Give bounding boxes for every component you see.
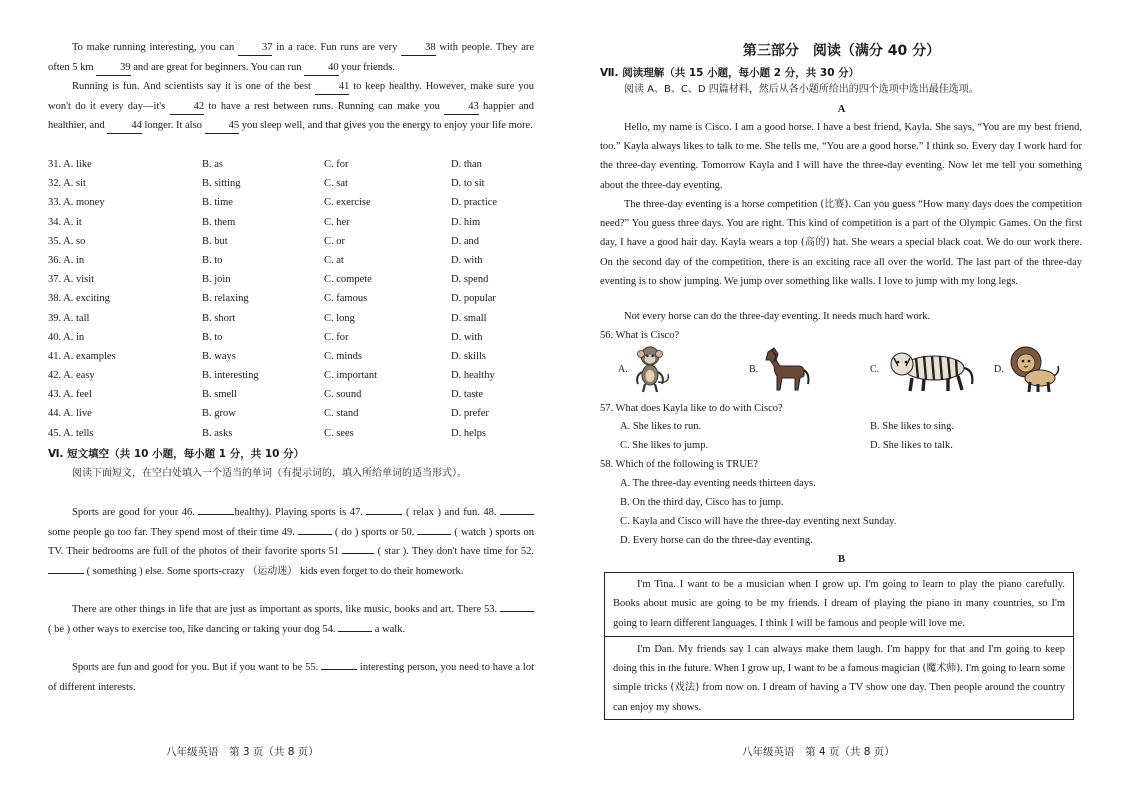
option: C. sees	[324, 427, 354, 439]
option: D. and	[451, 235, 479, 247]
text: else. Some sports-crazy	[145, 565, 245, 577]
cloze-options	[48, 155, 534, 443]
section-6-instructions: 阅读下面短文，在空白处填入一个适当的单词（有提示词的，填入所给单词的适当形式）。	[72, 468, 467, 479]
hint-47: ( relax )	[405, 507, 441, 518]
text: longer. It also	[144, 120, 202, 131]
page-3	[48, 0, 534, 794]
passage-b-dan	[605, 637, 1073, 719]
question-58-option-a: A. The three-day eventing needs thirteen days.	[620, 478, 816, 489]
option: B. as	[202, 159, 223, 170]
option: 37. A. visit	[48, 274, 95, 286]
option: C. her	[324, 216, 350, 228]
hint-50: ( watch )	[454, 526, 493, 538]
cloze-paragraph-2	[48, 77, 534, 136]
blank-55	[321, 669, 357, 670]
passage-a-paragraph-2	[600, 195, 1082, 291]
option-row-41	[48, 347, 534, 366]
option: 32. A. sit	[48, 178, 86, 190]
option-row-36	[48, 251, 534, 270]
section-6-title: Ⅵ. 短文填空（共 10 小题，每小题 1 分，共 10 分）	[48, 448, 305, 460]
text: Running is fun. And scientists say it is one of the best	[72, 81, 311, 92]
question-57-option-c: C. She likes to jump.	[620, 440, 709, 451]
text: sports on TV. Their bedrooms are full of the photos of their favorite sports 51	[48, 526, 534, 557]
text: interesting person, you need to have a lot of different interests.	[48, 662, 535, 693]
option: C. sat	[324, 178, 348, 190]
option: C. stand	[324, 408, 359, 420]
passage-b-tina: I'm Tina. I want to be a musician when I grow up. I'm going to learn to play the piano carefully. Books about music are going to be my friends. I dream of playing the piano in many countries, so I'm going to learn different languages. I think I will be famous and people will love me.	[605, 573, 1073, 637]
part-title: 第三部分 阅读（满分 40 分）	[742, 43, 941, 59]
blank-45: 45	[205, 119, 240, 134]
passage-a-label: A	[837, 104, 846, 115]
option: C. sound	[324, 389, 362, 401]
question-57: 57. What does Kayla like to do with Cisco?	[600, 403, 783, 414]
option-row-43	[48, 385, 534, 404]
option-row-35	[48, 232, 534, 251]
option: 36. A. in	[48, 254, 85, 266]
option: 39. A. tall	[48, 312, 90, 324]
question-58-option-c: C. Kayla and Cisco will have the three-day eventing next Sunday.	[620, 516, 897, 527]
question-56: 56. What is Cisco?	[600, 330, 680, 341]
blank-40: 40	[304, 61, 339, 76]
blank-49	[298, 534, 332, 535]
gloss: (戏法)	[670, 682, 700, 694]
text: in a race. Fun runs are very	[276, 42, 398, 53]
option: D. taste	[451, 389, 484, 401]
text: The three-day eventing is a horse competition	[624, 199, 818, 210]
text: and fun. 48.	[444, 507, 497, 518]
blank-53	[500, 611, 534, 612]
text: you sleep well, and that gives you the energy to enjoy your life more.	[241, 120, 533, 131]
question-58-option-d: D. Every horse can do the three-day eventing.	[620, 535, 813, 546]
option: 42. A. easy	[48, 370, 95, 382]
text: from now on. I dream of having a TV show one day. Then people around the country can enjoy my shows.	[613, 682, 1065, 713]
option: 35. A. so	[48, 235, 86, 247]
blank-46	[198, 514, 234, 515]
option: C. important	[324, 370, 378, 382]
option-label: C.	[870, 364, 880, 375]
blank-38: 38	[401, 41, 436, 56]
text: . Can you guess “How many days does the competition need?” You guess three days. You are right. This kind of competition is a part of the Olympic Games. On the first day, I have a good hair day. Kayla wears a top	[600, 199, 1083, 249]
section-7-instructions: 阅读 A、B、C、D 四篇材料，然后从各小题所给出的四个选项中选出最佳选项。	[624, 84, 979, 95]
option-row-31	[48, 155, 534, 174]
monkey-icon	[630, 344, 672, 394]
question-58: 58. Which of the following is TRUE?	[600, 459, 758, 470]
text: with people. They are often 5 km	[48, 42, 535, 73]
option-row-38	[48, 289, 534, 308]
option: B. interesting	[202, 370, 259, 382]
option: D. skills	[451, 350, 487, 362]
option: D. him	[451, 216, 481, 228]
page-footer: 八年级英语 第 4 页（共 8 页）	[742, 746, 895, 758]
text: I'm Dan. My friends say I can always make them laugh. I'm happy for that and I'm going to keep doing this in the future. When I grow up, I want to be a famous magician	[613, 643, 1065, 675]
option-label: D.	[994, 364, 1004, 375]
blank-41: 41	[315, 80, 350, 95]
blank-52	[48, 573, 84, 574]
option: C. for	[324, 159, 349, 170]
blank-54	[338, 631, 372, 632]
option: B. short	[202, 312, 236, 324]
text: . I'm going to learn some simple tricks	[613, 663, 1065, 694]
lion-icon	[1004, 344, 1060, 394]
option: B. smell	[202, 389, 238, 401]
option: D. practice	[451, 197, 498, 209]
option: C. or	[324, 235, 345, 247]
option: C. long	[324, 312, 355, 324]
blank-48	[500, 514, 534, 515]
option: 45. A. tells	[48, 427, 94, 439]
blank-42: 42	[170, 100, 205, 115]
option: B. asks	[202, 427, 233, 439]
option: B. to	[202, 331, 223, 343]
option-row-39	[48, 309, 534, 328]
option: 40. A. in	[48, 331, 85, 343]
text: and are great for beginners. You can run	[133, 61, 302, 73]
option: D. with	[451, 331, 483, 343]
blank-50	[417, 534, 451, 535]
page-footer: 八年级英语 第 3 页（共 8 页）	[166, 746, 319, 758]
text: Sports are good for your 46.	[72, 507, 195, 518]
text: happier and healthier, and	[48, 100, 535, 131]
option: 44. A. live	[48, 408, 92, 420]
tiger-icon	[882, 344, 978, 394]
text: hat. She wears a special black coat. We do our work there. On the second day of the competition, there is an exciting race all over the world. The last part of the three-day eventing is to show jumping. We jump over something like walls. I love to jump with my long legs.	[600, 237, 1083, 287]
option: B. time	[202, 197, 233, 209]
option-label: B.	[749, 364, 759, 375]
text: sports or 50.	[361, 526, 415, 538]
option: 34. A. it	[48, 216, 82, 228]
option: 38. A. exciting	[48, 293, 110, 305]
passage-b-boxes	[604, 572, 1074, 720]
option: B. relaxing	[202, 293, 249, 305]
hint-49: ( do )	[334, 526, 359, 538]
option: D. spend	[451, 274, 489, 286]
question-56-options	[600, 344, 1083, 396]
option: D. with	[451, 254, 483, 266]
blank-37: 37	[238, 41, 273, 56]
option-row-37	[48, 270, 534, 289]
gloss: (魔术师)	[922, 663, 961, 675]
option-row-45	[48, 424, 534, 443]
text: ). Playing sports is 47.	[265, 507, 363, 518]
option-row-33	[48, 193, 534, 212]
passage-b-label: B	[837, 554, 845, 565]
option: 31. A. like	[48, 159, 92, 170]
hint-53: ( be )	[48, 623, 71, 635]
option: D. prefer	[451, 408, 489, 420]
hint-chinese: （运动迷）	[247, 565, 298, 577]
gloss: (比赛)	[820, 199, 849, 210]
option: B. grow	[202, 408, 236, 420]
text: some people go too far. They spend most of their time 49.	[48, 526, 295, 538]
option: B. ways	[202, 350, 236, 362]
text: to keep healthy. However, make sure you won't do it every day—it's	[48, 81, 535, 112]
option: 33. A. money	[48, 197, 105, 209]
text: Sports are fun and good for you. But if you want to be 55.	[72, 662, 319, 673]
hint-52: ( something )	[86, 565, 143, 577]
option-row-40	[48, 328, 534, 347]
option: B. but	[202, 235, 228, 247]
text: kids even forget to do their homework.	[299, 565, 464, 577]
text: . They don't have time for 52.	[406, 546, 535, 557]
passage-a-paragraph-1: Hello, my name is Cisco. I am a good horse. I have a best friend, Kayla. She says, “You are my best friend, too.” Kayla always likes to talk to me. She tells me, “You are a good horse.” I think so. Every day I work hard for the three-day eventing. Tomorrow Kayla and I will have the three-day eventing. Now let me tell you something about the three-day eventing.	[600, 122, 1082, 191]
blank-39: 39	[96, 61, 131, 76]
hint-46: healthy	[234, 507, 266, 518]
option: B. sitting	[202, 178, 241, 190]
gloss: (高的)	[800, 237, 830, 249]
option-label: A.	[618, 364, 628, 375]
text: a walk.	[374, 623, 406, 635]
passage-a-paragraph-3: Not every horse can do the three-day eventing. It needs much hard work.	[624, 311, 931, 322]
blank-44: 44	[107, 119, 142, 134]
text: To make running interesting, you can	[72, 42, 235, 53]
option: C. compete	[324, 274, 372, 286]
question-57-option-b: B. She likes to sing.	[870, 421, 955, 432]
text: There are other things in life that are just as important as sports, like music, books and art. There 53.	[72, 604, 498, 615]
fill-paragraph-2	[48, 600, 534, 639]
option: C. exercise	[324, 197, 371, 209]
option: D. popular	[451, 293, 496, 305]
option-row-32	[48, 174, 534, 193]
option: C. at	[324, 254, 344, 266]
section-7-title: Ⅶ. 阅读理解（共 15 小题，每小题 2 分，共 30 分）	[600, 67, 860, 79]
option: D. healthy	[451, 370, 495, 382]
option: 41. A. examples	[48, 350, 116, 362]
text: your friends.	[341, 61, 395, 73]
cloze-paragraph-1	[48, 38, 534, 77]
option-row-44	[48, 404, 534, 423]
blank-51	[342, 553, 374, 554]
question-57-option-d: D. She likes to talk.	[870, 440, 953, 451]
option: 43. A. feel	[48, 389, 92, 401]
question-58-option-b: B. On the third day, Cisco has to jump.	[620, 497, 784, 508]
option: C. minds	[324, 350, 362, 362]
option: D. helps	[451, 427, 486, 439]
option: B. to	[202, 254, 223, 266]
option: C. famous	[324, 293, 368, 305]
option: B. them	[202, 216, 236, 228]
option: D. to sit	[451, 178, 485, 190]
option: D. small	[451, 312, 487, 324]
option-row-42	[48, 366, 534, 385]
page-4	[600, 0, 1083, 794]
text: to have a rest between runs. Running can make you	[208, 100, 440, 112]
text: other ways to exercise too, like dancing or taking your dog 54.	[72, 623, 336, 635]
blank-47	[366, 514, 402, 515]
option: B. join	[202, 274, 231, 286]
blank-43: 43	[444, 100, 479, 115]
option: C. for	[324, 331, 349, 343]
question-57-option-a: A. She likes to run.	[620, 421, 702, 432]
option-row-34	[48, 213, 534, 232]
fill-paragraph-1	[48, 503, 534, 581]
option: D. than	[451, 159, 482, 170]
fill-paragraph-3	[48, 658, 534, 697]
horse-icon	[760, 344, 812, 394]
hint-51: ( star )	[377, 546, 407, 557]
